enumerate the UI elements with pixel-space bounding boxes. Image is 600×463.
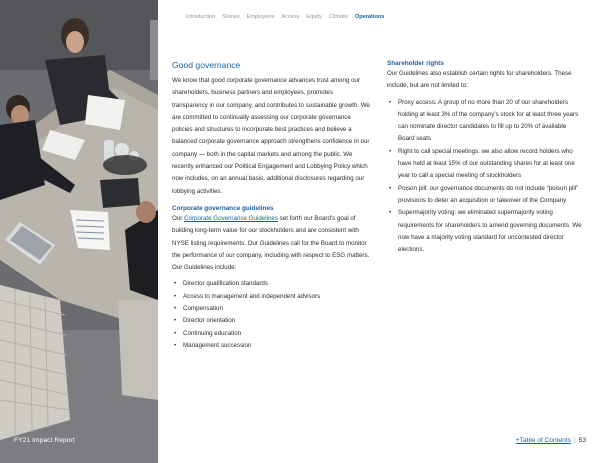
nav-item-introduction[interactable]: Introduction	[186, 14, 216, 20]
governance-column	[172, 60, 370, 352]
nav-item-equity[interactable]: Equity	[306, 14, 322, 20]
list-item: • Director qualification standards	[172, 278, 370, 290]
governance-guidelines-link[interactable]: Corporate Governance Guidelines	[184, 214, 278, 222]
report-title: FY21 Impact Report	[14, 437, 75, 444]
governance-intro: We know that good corporate governance advances trust among our shareholders, business partners and employees, promotes transparency in our company, and contributes to sustainable growth. We are committed to continually assessing our corporate governance policies and structures to incorporate best practices and believe a balanced corporate governance approach strengthens confidence in our company — both in the capital markets and among the public. We recently enhanced our Political Engagement and Lobbying Policy which now includes, on an annual basis, additional disclosures regarding our lobbying activities.	[172, 77, 370, 195]
footer-separator: |	[573, 437, 576, 444]
list-item: • Compensation	[172, 303, 370, 315]
list-item: • Director orientation	[172, 315, 370, 327]
list-item: • Right to call special meetings: we also allow record holders who have held at least 15% of our outstanding shares for at least one year to call a special meeting of stockholders	[387, 146, 582, 183]
nav-item-employees[interactable]: Employees	[246, 14, 275, 20]
list-item: • Proxy access: A group of no more than 20 of our shareholders holding at least 3% of the company’s stock for at least three years can nominate director candidates to fill up to 20% of available Board seats	[387, 97, 582, 146]
guidelines-list	[172, 278, 370, 352]
nav-item-stories[interactable]: Stories	[222, 14, 240, 20]
guidelines-title: Corporate governance guidelines	[172, 204, 274, 212]
shareholder-rights-title: Shareholder rights	[387, 60, 444, 67]
meeting-photo	[0, 0, 158, 463]
page-footer	[516, 437, 586, 444]
list-item: • Supermajority voting: we eliminated supermajority voting requirements for shareholders to amend governing documents. We now have a majority voting standard for uncontested director elections.	[387, 207, 582, 256]
list-item: • Access to management and independent advisors	[172, 291, 370, 303]
good-governance-title: Good governance	[172, 60, 241, 70]
nav-item-access[interactable]: Access	[281, 14, 300, 20]
shareholder-column	[387, 60, 582, 256]
list-item: • Management succession	[172, 340, 370, 352]
table-of-contents-link[interactable]: +Table of Contents	[515, 437, 571, 444]
section-nav	[186, 14, 384, 20]
guidelines-paragraph	[172, 213, 370, 274]
meeting-photo-illustration	[0, 0, 158, 463]
shareholder-rights-list	[387, 97, 582, 257]
nav-item-climate[interactable]: Climate	[328, 14, 348, 20]
guidelines-text: set forth our Board’s goal of building long-term value for our stockholders and are consistent with NYSE listing requirements. Our Guidelines call for the Board to monitor the performance of our company, including with respect to ESG matters. Our Guidelines include:	[172, 214, 370, 272]
page-number: 53	[578, 437, 586, 444]
shareholder-intro: Our Guidelines also establish certain rights for shareholders. These include, but are not limited to:	[387, 70, 572, 90]
list-item: • Continuing education	[172, 328, 370, 340]
list-item: • Poison pill: our governance documents do not include “poison pill” provisions to deter an acquisition or takeover of the Company	[387, 183, 582, 208]
nav-item-operations[interactable]: Operations	[354, 14, 385, 20]
guidelines-prefix: Our	[172, 214, 185, 222]
